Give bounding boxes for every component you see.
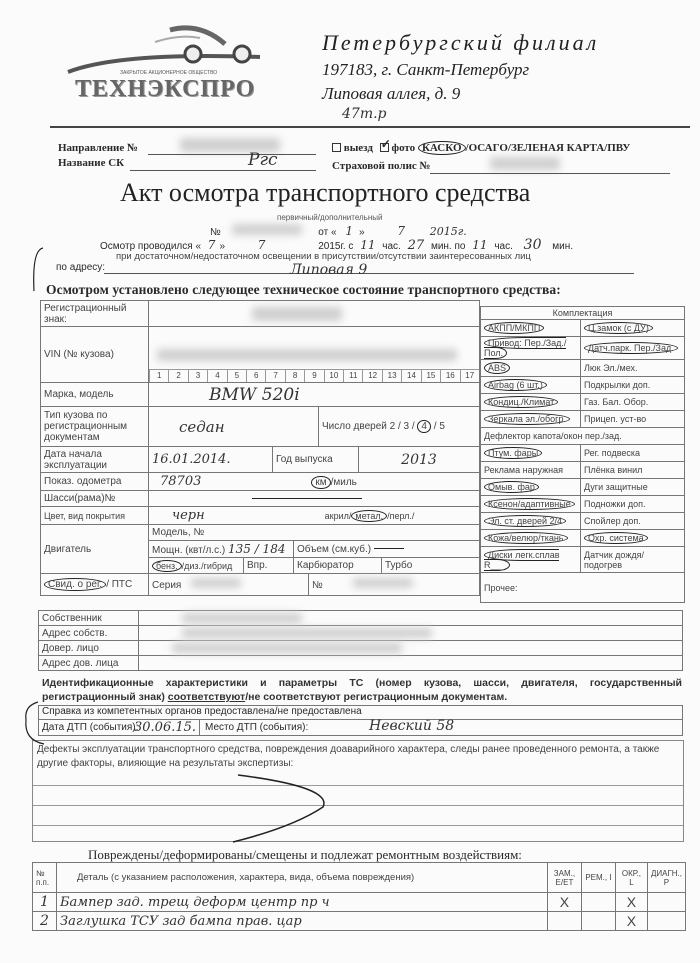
doors-selected: 4 <box>417 420 431 433</box>
equipment-item-label: Ц.замок (с ДУ) <box>584 322 653 334</box>
vin-position: 9 <box>304 370 323 382</box>
section-title: Осмотром установлено следующее техническое состояние транспортного средства: <box>46 282 561 297</box>
engine-label: Двигатель <box>41 525 149 574</box>
paint-selected: метал. <box>351 510 387 522</box>
equipment-item <box>481 530 581 547</box>
damage-title: Повреждены/деформированы/смещены и подлежат ремонтным воздействиям: <box>88 847 522 862</box>
damage-row <box>33 912 686 931</box>
check-icon: ✓ <box>380 137 391 151</box>
year-value: 2013 <box>359 447 480 473</box>
body-type-value: седан <box>149 407 319 447</box>
col-replace: ЗАМ., E/ET <box>547 863 581 893</box>
page-title: Акт осмотра транспортного средства <box>120 178 531 207</box>
volume-cell <box>294 541 480 558</box>
equipment-item-label: АКПП/МКПП <box>484 322 544 334</box>
color-value: черн <box>172 508 205 523</box>
equipment-item <box>581 547 685 573</box>
act-number-value <box>232 224 302 235</box>
equipment-item-label: Охр. система <box>584 532 648 544</box>
header-divider <box>50 126 690 128</box>
proxy-label: Довер. лицо <box>39 641 139 656</box>
accident-date-label: Дата ДТП (события): <box>42 722 139 733</box>
margin-bracket-icon <box>16 700 46 746</box>
act-number-row: № от « 1 » 7 2015г. <box>210 224 467 238</box>
inspection-label: Осмотр проводился « <box>100 241 202 252</box>
vin-position: 3 <box>188 370 207 382</box>
proxy-value <box>139 641 683 656</box>
equipment-item-label: Подножки доп. <box>584 499 646 509</box>
equipment-item-label: Дефлектор капота/окон пер./зад. <box>484 431 622 441</box>
damage-row-diag <box>647 912 685 931</box>
owner-address-label: Адрес собств. <box>39 626 139 641</box>
identification-selected: соответствуют <box>167 691 246 703</box>
address-label: по адресу: <box>56 262 106 273</box>
col-diag: ДИАГН., P <box>647 863 685 893</box>
damage-row-paint: X <box>615 912 647 931</box>
col-number: № п.п. <box>33 863 57 893</box>
equipment-item-label: Диски легк.сплав R___ <box>484 549 560 570</box>
chassis-label: Шасси(рама)№ <box>41 491 149 507</box>
equipment-item <box>481 337 581 360</box>
col-repair: РЕМ., I <box>581 863 615 893</box>
equipment-item <box>481 445 581 462</box>
vin-label: VIN (№ кузова) <box>41 327 149 383</box>
equipment-item-label: Реклама наружная <box>484 465 563 475</box>
reg-plate-value <box>149 301 480 327</box>
vin-position: 4 <box>207 370 226 382</box>
equipment-item <box>581 337 685 360</box>
power-value: 135 / 184 <box>227 542 286 556</box>
vin-position: 12 <box>362 370 381 382</box>
odometer-unit-km: км <box>311 476 330 489</box>
fuel-cell <box>149 558 244 574</box>
damage-row-paint: X <box>615 893 647 912</box>
power-label: Мощн. (квт/л.с.) <box>152 545 226 556</box>
defects-box <box>32 740 684 842</box>
damage-row-replace: X <box>547 893 581 912</box>
certificate-box <box>38 705 683 720</box>
equipment-item <box>581 377 685 394</box>
equipment-item-label: Кожа/велюр/ткань <box>484 532 568 544</box>
equipment-item-label: Подкрылки доп. <box>584 380 651 390</box>
equipment-item <box>581 320 685 337</box>
proxy-address-value <box>139 656 683 671</box>
act-number-label: № <box>210 227 221 238</box>
equipment-item-label: Спойлер доп. <box>584 516 641 526</box>
vin-position: 13 <box>382 370 401 382</box>
logo-subtitle: ЗАКРЫТОЕ АКЦИОНЕРНОЕ ОБЩЕСТВО <box>120 70 218 76</box>
equipment-item-label: Датч.парк. Пер./Зад. <box>584 342 678 354</box>
equipment-item-label: Дуги защитные <box>584 482 648 492</box>
equipment-table <box>480 306 685 603</box>
equipment-item <box>481 428 685 445</box>
identification-text-b: /не соответствуют регистрационным документам. <box>245 691 508 703</box>
equipment-item-label: Люк Эл./мех. <box>584 363 638 373</box>
odometer-label: Показ. одометра <box>41 473 149 491</box>
start-date-label: Дата начала эксплуатации <box>41 447 149 473</box>
chassis-value <box>149 491 480 507</box>
equipment-item-label: Рег. подвеска <box>584 448 641 458</box>
photo-checkbox[interactable] <box>380 137 391 152</box>
inspection-time-row: Осмотр проводился « 7 » 7 2015г. с 11 час. 27 мин. по 11 час. 30 мин. <box>100 237 574 253</box>
vin-position: 7 <box>265 370 284 382</box>
inspection-month: 7 <box>257 238 266 252</box>
equipment-item-label: Плёнка винил <box>584 465 643 475</box>
damage-row-number: 2 <box>33 912 57 931</box>
col-paint: ОКР., L <box>615 863 647 893</box>
equipment-item <box>581 479 685 496</box>
vin-position: 2 <box>168 370 187 382</box>
act-from-year: 2015г. <box>429 225 467 238</box>
strike-through-squiggle <box>213 767 353 847</box>
doors-last: / 5 <box>433 421 445 432</box>
pts-selected: Свид. о рег. <box>44 578 106 591</box>
series-label: Серия <box>152 580 182 591</box>
engine-model-label: Модель, № <box>149 525 480 541</box>
equipment-item <box>481 496 581 513</box>
equipment-item-label: Птум. фары <box>484 447 542 459</box>
damage-row-number: 1 <box>33 893 57 912</box>
handwritten-amount: 47т.р <box>342 106 387 122</box>
owner-label: Собственник <box>39 611 139 626</box>
turbo-label: Турбо <box>382 558 480 574</box>
equipment-item <box>481 320 581 337</box>
certificate-text: Справка из компетентных органов предоставлена/не предоставлена <box>42 706 362 717</box>
act-from-day: 1 <box>345 224 353 238</box>
vin-position: 16 <box>440 370 459 382</box>
equipment-item-label: Airbag (6 шт.) <box>484 379 547 391</box>
doc-number-cell <box>309 574 480 596</box>
vin-position: 1 <box>149 370 168 382</box>
kasko-option: КАСКО <box>418 141 466 155</box>
identification-text-a: Идентификационные характеристики и параметры ТС (номер кузова, шасси, двигателя, государственный регистрационный знак) <box>42 677 682 703</box>
equipment-item <box>581 496 685 513</box>
power-cell <box>149 541 294 558</box>
damage-row-replace <box>547 912 581 931</box>
accident-place-label: Место ДТП (события): <box>205 722 309 733</box>
end-minute: 30 <box>523 237 542 253</box>
other-options: /ОСАГО/ЗЕЛЕНАЯ КАРТА/ПВУ <box>465 142 631 154</box>
vehicle-table <box>40 300 480 596</box>
branch-name: Петербургский филиал <box>322 30 600 55</box>
equipment-title: Комплектация <box>481 307 685 320</box>
equipment-item <box>481 573 685 603</box>
color-cell <box>149 507 480 525</box>
accident-box <box>38 719 683 736</box>
odometer-unit-rest: /миль <box>330 477 357 488</box>
equipment-item <box>481 394 581 411</box>
end-hour: 11 <box>472 238 488 252</box>
accident-place-value: Невский 58 <box>369 718 455 734</box>
act-from-label: от « <box>318 227 337 238</box>
owner-table <box>38 610 683 671</box>
company-logo <box>60 12 275 102</box>
vin-value <box>149 327 480 383</box>
damage-row-detail: Заглушка ТСУ зад бампа прав. цар <box>57 912 548 931</box>
equipment-item-label: Омыв. фар <box>484 481 539 493</box>
inspection-day: 7 <box>207 238 216 252</box>
equipment-item <box>581 411 685 428</box>
make-label: Марка, модель <box>41 383 149 407</box>
start-minute: 27 <box>407 238 425 253</box>
owner-value <box>139 611 683 626</box>
start-date-value: 16.01.2014. <box>149 447 273 473</box>
doc-number-label: № <box>312 580 323 591</box>
equipment-item <box>481 513 581 530</box>
reg-plate-label: Регистрационный знак: <box>41 301 149 327</box>
equipment-item <box>581 462 685 479</box>
volume-label: Объем (см.куб.) <box>297 543 372 555</box>
odometer-cell <box>149 473 480 491</box>
hour-label-2: час. <box>494 241 513 252</box>
visit-label: выезд <box>343 142 373 154</box>
margin-bracket-icon <box>28 246 48 296</box>
damage-row <box>33 893 686 912</box>
identification-text <box>42 676 682 704</box>
damage-row-repair <box>581 893 615 912</box>
accident-date-value: 30.06.15. <box>134 720 197 735</box>
vin-position: 10 <box>324 370 343 382</box>
equipment-item <box>481 377 581 394</box>
make-value: BMW 520i <box>149 383 480 407</box>
equipment-item <box>581 445 685 462</box>
branch-address-1: 197183, г. Санкт-Петербург <box>322 60 530 79</box>
policy-value <box>490 157 560 170</box>
minute-label: мин. <box>552 241 574 252</box>
year-label: Год выпуска <box>273 447 359 473</box>
insurer-label: Название СК <box>58 157 125 169</box>
pts-rest: / ПТС <box>106 579 133 590</box>
equipment-item-label: Привод: Пер./Зад./Пол. <box>484 338 567 358</box>
vin-position: 5 <box>227 370 246 382</box>
col-detail: Деталь (с указанием расположения, характера, вида, объема повреждения) <box>57 863 548 893</box>
carburetor-label: Карбюратор <box>294 558 382 574</box>
damage-table <box>32 862 686 931</box>
equipment-item-label: Газ. Бал. Обор. <box>584 397 649 407</box>
proxy-address-label: Адрес дов. лица <box>39 656 139 671</box>
defects-text: Дефекты эксплуатации транспортного средства, повреждения доаварийного характера, следы ранее проведенного ремонта, а также другие факторы, влияющие на результаты экспертизы: <box>37 744 660 769</box>
odometer-value: 78703 <box>160 474 202 489</box>
damage-row-detail: Бампер зад. трещ деформ центр пр ч <box>57 893 548 912</box>
equipment-item-label: Датчик дождя/подогрев <box>584 549 644 570</box>
inspection-year: 2015г. с <box>318 241 354 252</box>
vin-position: 15 <box>421 370 440 382</box>
equipment-item-label: Зеркала эл./обогр. <box>484 413 570 425</box>
vin-position: 14 <box>401 370 420 382</box>
color-label: Цвет, вид покрытия <box>41 507 149 525</box>
options-row <box>332 137 631 154</box>
equipment-item <box>581 530 685 547</box>
equipment-item <box>481 479 581 496</box>
equipment-item-label: Прицеп. уст-во <box>584 414 647 424</box>
fuel-rest: /диз./гибрид <box>181 560 233 571</box>
injection-label: Впр. <box>244 558 294 574</box>
lighting-presence-line: при достаточном/недостаточном освещении в присутствии/отсутствии заинтересованных лиц <box>116 251 531 262</box>
equipment-item <box>481 360 581 377</box>
photo-label: фото <box>391 142 416 154</box>
paint-suffix: /перл./ <box>387 511 415 521</box>
pts-cell <box>41 574 149 596</box>
paint-prefix: акрил/ <box>324 511 352 521</box>
equipment-item-label: Кондиц./Климат <box>484 396 558 408</box>
equipment-item-label: Эл. ст. дверей 2/4 <box>484 515 566 527</box>
equipment-item <box>481 411 581 428</box>
vin-position: 11 <box>343 370 362 382</box>
insurer-value: Ргс <box>248 150 278 170</box>
branch-address-2: Липовая аллея, д. 9 <box>322 84 461 103</box>
vin-position: 8 <box>285 370 304 382</box>
fuel-selected: бенз. <box>152 560 182 572</box>
equipment-item <box>581 513 685 530</box>
minute-to-label: мин. по <box>430 241 466 252</box>
vin-position: 6 <box>246 370 265 382</box>
equipment-item <box>481 462 581 479</box>
logo-name: ТЕХНЭКСПРО <box>75 76 256 102</box>
equipment-item-label: ABS <box>484 362 510 374</box>
act-from-month: 7 <box>397 224 405 238</box>
body-type-label: Тип кузова по регистрационным документам <box>41 407 149 447</box>
doors-label: Число дверей 2 / 3 / <box>322 421 415 432</box>
doors-cell <box>319 407 480 447</box>
direction-label: Направление № <box>58 142 139 154</box>
equipment-item-label: Прочее: <box>484 582 518 593</box>
policy-label: Страховой полис № <box>332 160 431 172</box>
hour-label-1: час. <box>382 241 401 252</box>
equipment-item <box>581 394 685 411</box>
equipment-item-label: Ксенон/адаптивные <box>484 498 575 510</box>
address-value: Липовая 9 <box>290 262 368 278</box>
visit-checkbox[interactable] <box>332 143 341 152</box>
owner-address-value <box>139 626 683 641</box>
act-type: первичный/дополнительный <box>277 213 383 222</box>
vin-position: 17 <box>460 370 479 382</box>
damage-row-diag <box>647 893 685 912</box>
start-hour: 11 <box>360 238 376 252</box>
equipment-item <box>481 547 581 573</box>
equipment-item <box>581 360 685 377</box>
damage-row-repair <box>581 912 615 931</box>
series-cell <box>149 574 309 596</box>
